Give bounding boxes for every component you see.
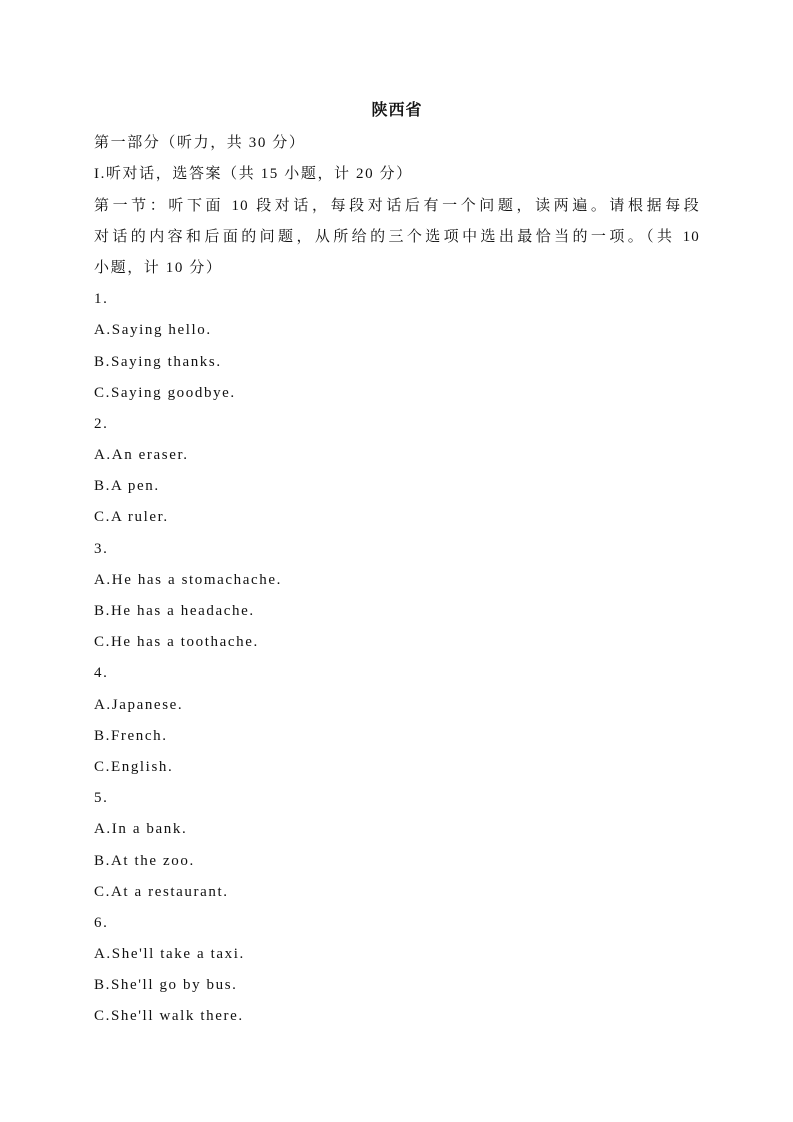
answer-option: C.A ruler. (94, 509, 169, 526)
answer-option: A.He has a stomachache. (94, 571, 282, 588)
answer-option: A.An eraser. (94, 447, 189, 464)
document-title: 陕西省 (371, 100, 423, 119)
instruction-line: 小题，计 10 分） (94, 259, 223, 276)
answer-option: B.French. (94, 727, 168, 744)
question-number: 6. (94, 914, 109, 931)
answer-option: B.At the zoo. (94, 852, 195, 869)
section-heading: I.听对话，选答案（共 15 小题，计 20 分） (94, 166, 413, 183)
answer-option: B.She'll go by bus. (94, 977, 238, 994)
answer-option: B.Saying thanks. (94, 353, 222, 370)
answer-option: C.At a restaurant. (94, 883, 229, 900)
question-number: 5. (94, 790, 109, 807)
answer-option: C.She'll walk there. (94, 1008, 244, 1025)
answer-option: C.Saying goodbye. (94, 384, 236, 401)
answer-option: B.A pen. (94, 478, 160, 495)
question-number: 1. (94, 291, 109, 308)
instruction-line: 第一节：听下面 10 段对话，每段对话后有一个问题，读两遍。请根据每段 (94, 197, 700, 214)
answer-option: A.In a bank. (94, 821, 188, 838)
answer-option: C.He has a toothache. (94, 634, 259, 651)
answer-option: A.Japanese. (94, 696, 184, 713)
answer-option: A.Saying hello. (94, 322, 212, 339)
answer-option: C.English. (94, 758, 174, 775)
answer-option: A.She'll take a taxi. (94, 946, 245, 963)
answer-option: B.He has a headache. (94, 603, 255, 619)
question-number: 3. (94, 540, 109, 557)
question-number: 2. (94, 415, 109, 432)
question-number: 4. (94, 665, 109, 682)
document-page (94, 97, 700, 1033)
instruction-line: 对话的内容和后面的问题，从所给的三个选项中选出最恰当的一项。（共 10 (94, 228, 700, 245)
question-list (94, 284, 700, 1033)
part-heading: 第一部分（听力，共 30 分） (94, 135, 306, 152)
